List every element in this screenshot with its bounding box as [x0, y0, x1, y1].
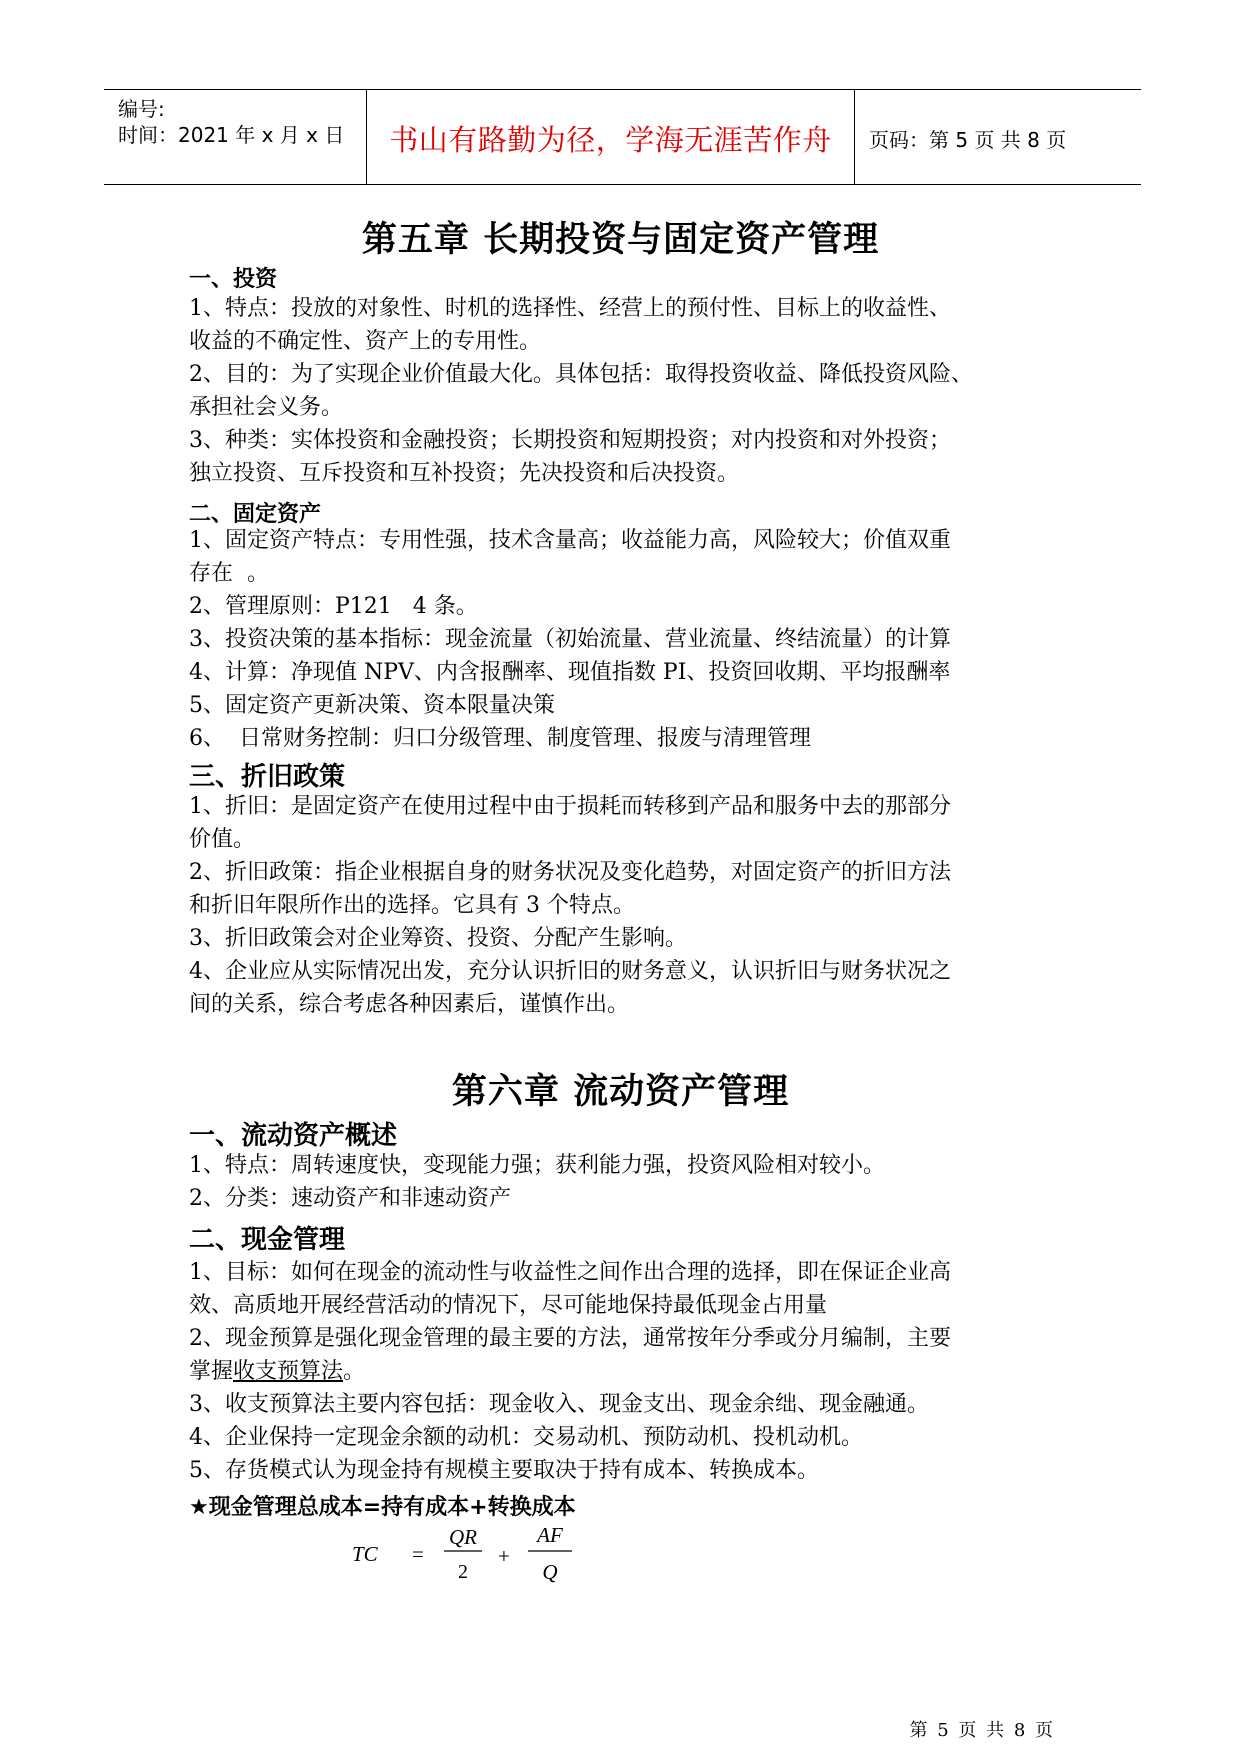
- paragraph-line: 3、种类：实体投资和金融投资；长期投资和短期投资；对内投资和对外投资；: [189, 428, 951, 453]
- formula-numerator-2: AF: [537, 1523, 563, 1547]
- paragraph-line: 2、现金预算是强化现金管理的最主要的方法，通常按年分季或分月编制，主要: [189, 1326, 951, 1351]
- paragraph-line: 2、分类：速动资产和非速动资产: [189, 1186, 511, 1211]
- paragraph-line: 4、企业保持一定现金余额的动机：交易动机、预防动机、投机动机。: [189, 1425, 863, 1450]
- paragraph-line: 3、投资决策的基本指标：现金流量（初始流量、营业流量、终结流量）的计算: [189, 627, 951, 652]
- paragraph-line: 2、目的：为了实现企业价值最大化。具体包括：取得投资收益、降低投资风险、: [189, 362, 973, 387]
- paragraph-line: 效、高质地开展经营活动的情况下，尽可能地保持最低现金占用量: [189, 1293, 828, 1318]
- formula-numerator-1: QR: [449, 1525, 477, 1549]
- header-motto: 书山有路勤为径，学海无涯苦作舟: [389, 123, 832, 157]
- paragraph-line: 1、目标：如何在现金的流动性与收益性之间作出合理的选择，即在保证企业高: [189, 1260, 951, 1285]
- header-right-cell: [855, 90, 1141, 184]
- paragraph-line: 2、折旧政策：指企业根据自身的财务状况及变化趋势，对固定资产的折旧方法: [189, 860, 951, 885]
- formula-denominator-2: Q: [542, 1560, 558, 1584]
- formula-lhs: TC: [352, 1542, 378, 1566]
- paragraph-line: 1、特点：周转速度快，变现能力强；获利能力强，投资风险相对较小。: [189, 1153, 885, 1178]
- text-span: 掌握: [189, 1359, 234, 1384]
- chapter-title: 第五章 长期投资与固定资产管理: [361, 220, 880, 260]
- paragraph-line: 1、特点：投放的对象性、时机的选择性、经营上的预付性、目标上的收益性、: [189, 296, 951, 321]
- paragraph-line: 1、折旧：是固定资产在使用过程中由于损耗而转移到产品和服务中去的那部分: [189, 794, 951, 819]
- section-heading: 二、固定资产: [189, 502, 322, 527]
- paragraph-line: [189, 1355, 365, 1388]
- key-formula-note: ★现金管理总成本=持有成本+转换成本: [189, 1495, 576, 1520]
- document-date: 时间：2021 年 x 月 x 日: [118, 123, 345, 147]
- paragraph-line: 3、折旧政策会对企业筹资、投资、分配产生影响。: [189, 926, 687, 951]
- page-header: [104, 89, 1141, 185]
- paragraph-line: 4、计算：净现值 NPV、内含报酬率、现值指数 PI、投资回收期、平均报酬率: [189, 660, 951, 685]
- paragraph-line: 和折旧年限所作出的选择。它具有 3 个特点。: [189, 893, 635, 918]
- paragraph-line: 间的关系，综合考虑各种因素后，谨慎作出。: [189, 992, 630, 1017]
- paragraph-line: 2、管理原则：P121 4 条。: [189, 594, 478, 619]
- paragraph-line: 价值。: [189, 827, 256, 852]
- formula-denominator-1: 2: [458, 1561, 468, 1583]
- header-page-number: 页码：第 5 页 共 8 页: [869, 128, 1067, 152]
- section-heading: 三、折旧政策: [189, 762, 346, 792]
- text-span: 。: [343, 1359, 366, 1384]
- paragraph-line: 5、存货模式认为现金持有规模主要取决于持有成本、转换成本。: [189, 1458, 819, 1483]
- cash-cost-formula: [340, 1520, 640, 1630]
- header-left-cell: [104, 90, 367, 184]
- page-footer: 第 5 页 共 8 页: [909, 1720, 1055, 1741]
- header-center-cell: [367, 90, 855, 184]
- paragraph-line: 5、固定资产更新决策、资本限量决策: [189, 693, 555, 718]
- section-heading: 二、现金管理: [189, 1225, 346, 1255]
- formula-graphic: [340, 1520, 640, 1590]
- paragraph-line: 4、企业应从实际情况出发，充分认识折旧的财务意义，认识折旧与财务状况之: [189, 959, 951, 984]
- section-heading: 一、投资: [189, 267, 278, 292]
- formula-plus: +: [498, 1544, 510, 1568]
- chapter-title: 第六章 流动资产管理: [451, 1072, 790, 1112]
- document-number-label: 编号:: [118, 97, 165, 121]
- formula-equals: =: [412, 1542, 424, 1566]
- paragraph-line: 独立投资、互斥投资和互补投资；先决投资和后决投资。: [189, 461, 740, 486]
- paragraph-line: 6、 日常财务控制：归口分级管理、制度管理、报废与清理管理: [189, 726, 811, 751]
- section-heading: 一、流动资产概述: [189, 1121, 398, 1151]
- paragraph-line: 收益的不确定性、资产上的专用性。: [189, 329, 542, 354]
- paragraph-line: 承担社会义务。: [189, 395, 344, 420]
- paragraph-line: 存在 。: [189, 561, 269, 586]
- paragraph-line: 3、收支预算法主要内容包括：现金收入、现金支出、现金余绌、现金融通。: [189, 1392, 929, 1417]
- underlined-term: 收支预算法: [233, 1359, 344, 1384]
- paragraph-line: 1、固定资产特点：专用性强，技术含量高；收益能力高，风险较大；价值双重: [189, 528, 951, 553]
